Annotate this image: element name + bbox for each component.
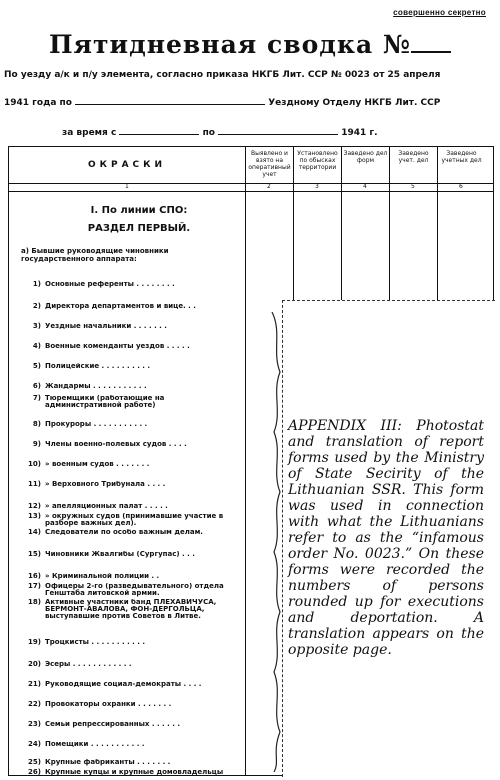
row-label: Помещики . . . . . . . . . . .: [45, 741, 145, 748]
row-label: Полицейские . . . . . . . . . .: [45, 363, 151, 370]
category-row: [19, 721, 245, 728]
row-label: Прокуроры . . . . . . . . . . .: [45, 421, 148, 428]
bracket-mark: [270, 312, 284, 772]
row-number: 10): [28, 460, 41, 468]
row-label: » апелляционных палат . . . . .: [45, 503, 168, 510]
row-number: 15): [28, 550, 41, 558]
row-label: Уездные начальники . . . . . . .: [45, 323, 167, 330]
row-label: » Криминальной полиции . .: [45, 573, 160, 580]
category-row: [19, 503, 245, 510]
row-label: Военные коменданты уездов . . . . .: [45, 343, 190, 350]
row-label: » окружных судов (принимавшие участие в разборе важных дел).: [45, 513, 224, 527]
row-number: 4): [32, 342, 41, 350]
section-part-title: РАЗДЕЛ ПЕРВЫЙ.: [87, 223, 191, 234]
row-label: » Верховного Трибунала . . . .: [45, 481, 166, 488]
form-title: [0, 30, 500, 59]
row-label: Провокаторы охранки . . . . . . .: [45, 701, 172, 708]
period-to-blank: [218, 134, 338, 135]
category-row: [19, 661, 245, 668]
column-number-5: 5: [411, 183, 415, 190]
row-number: 21): [28, 680, 41, 688]
secret-stamp: совершенно секретно: [393, 8, 486, 17]
column-number-6: 6: [459, 183, 463, 190]
row-label: Крупные фабриканты . . . . . . .: [45, 759, 171, 766]
category-row: [19, 583, 245, 597]
category-row: [19, 551, 245, 558]
row-number: 14): [28, 528, 41, 536]
column-header-5: Заведено учет. дел: [389, 147, 437, 183]
district-blank: [75, 104, 265, 105]
column-number-3: 3: [315, 183, 319, 190]
row-label: Чиновники Жвалгибы (Сургупас) . . .: [45, 551, 195, 558]
row-label: Следователи по особо важным делам.: [45, 529, 203, 536]
category-row: [19, 741, 245, 748]
row-number: 7): [32, 394, 41, 402]
column-header-4: Заведено дел форм: [341, 147, 389, 183]
row-number: 23): [28, 720, 41, 728]
row-number: 1): [32, 280, 41, 288]
period-to-label: по: [202, 128, 215, 138]
column-number-2: 2: [267, 183, 271, 190]
row-label: Семьи репрессированных . . . . . .: [45, 721, 180, 728]
header-line-2-suffix: Уездному Отделу НКГБ Лит. ССР: [268, 98, 441, 108]
category-row: [19, 701, 245, 708]
row-number: 24): [28, 740, 41, 748]
category-row: [19, 639, 245, 646]
column-header-6: Заведено учетных дел: [437, 147, 485, 183]
period-from-label: за время с: [62, 128, 117, 138]
row-number: 26): [28, 768, 41, 776]
row-number: 20): [28, 660, 41, 668]
form-title-text: Пятидневная сводка №: [48, 30, 412, 59]
category-row: [19, 281, 245, 288]
category-row: [19, 573, 245, 580]
table-header: [9, 147, 493, 184]
category-row: [19, 769, 245, 776]
row-label: Жандармы . . . . . . . . . . .: [45, 383, 147, 390]
period-year: 1941 г.: [341, 128, 378, 138]
header-line-2: [4, 98, 496, 108]
row-number: 19): [28, 638, 41, 646]
header-line-1: По уезду а/к и п/у элемента, согласно приказа НКГБ Лит. ССР № 0023 от 25 апреля: [4, 70, 441, 80]
category-row: [19, 323, 245, 330]
row-label: Активные участники банд ПЛЕХАВИЧУСА, БЕРМОНТ-АВАЛОВА, ФОН-ДЕРГОЛЬЦА, выступавшие против Советов в Литве.: [45, 599, 217, 620]
category-row: [19, 599, 245, 620]
row-label: Тюремщики (работающие на административной работе): [45, 395, 165, 409]
column-header-3: Установлено по обысках территории: [293, 147, 341, 183]
row-label: Основные референты . . . . . . . .: [45, 281, 175, 288]
row-label: » военным судов . . . . . . .: [45, 461, 150, 468]
row-number: 2): [32, 302, 41, 310]
row-number: 3): [32, 322, 41, 330]
appendix-caption: APPENDIX III: Photostat and translation of report forms used by the Ministry of State Secirity of the Lithuanian SSR. This form was used in connection with what the Lithuanians refer to as the “infamous order No. 0023.” On these forms were recorded the numbers of persons rounded up for executions and deportation. A translation appears on the opposite page.: [288, 418, 484, 658]
row-number: 22): [28, 700, 41, 708]
section-intro: а) Бывшие руководящие чиновники государственного аппарата:: [21, 247, 169, 263]
row-number: 13): [28, 512, 41, 520]
column-divider: [245, 183, 246, 775]
section-line-title: I. По линии СПО:: [90, 205, 188, 216]
row-number: 11): [28, 480, 41, 488]
category-row: [19, 759, 245, 766]
header-line-2-prefix: 1941 года по: [4, 98, 72, 108]
category-row: [19, 481, 245, 488]
category-row: [19, 461, 245, 468]
category-row: [19, 421, 245, 428]
row-label: Офицеры 2-го (разведывательного) отдела Генштаба литовской армии.: [45, 583, 224, 597]
row-number: 16): [28, 572, 41, 580]
category-row: [19, 303, 245, 310]
row-number: 25): [28, 758, 41, 766]
column-number-row: [9, 183, 493, 192]
row-number: 6): [32, 382, 41, 390]
row-label: Руководящие социал-демократы . . . .: [45, 681, 202, 688]
row-label: Крупные купцы и крупные домовладельцы: [45, 769, 224, 776]
row-number: 18): [28, 598, 41, 606]
category-row: [19, 383, 245, 390]
column-number-1: 1: [125, 183, 129, 190]
row-label: Директора департаментов и вице. . .: [45, 303, 196, 310]
period-from-blank: [119, 134, 199, 135]
category-row: [19, 395, 245, 409]
column-header-2: Выявлено и взято на оперативный учет: [245, 147, 293, 183]
category-row: [19, 681, 245, 688]
row-number: 5): [32, 362, 41, 370]
row-number: 8): [32, 420, 41, 428]
category-row: [19, 441, 245, 448]
row-number: 12): [28, 502, 41, 510]
category-row: [19, 513, 245, 527]
category-row: [19, 363, 245, 370]
row-label: Троцкисты . . . . . . . . . . .: [45, 639, 146, 646]
column-number-4: 4: [363, 183, 367, 190]
form-number-blank: [411, 51, 451, 53]
row-number: 17): [28, 582, 41, 590]
category-row: [19, 343, 245, 350]
row-label: Члены военно-полевых судов . . . .: [45, 441, 187, 448]
row-number: 9): [32, 440, 41, 448]
header-line-3: [62, 128, 496, 138]
column-header-categories: ОКРАСКИ: [87, 160, 167, 170]
category-row: [19, 529, 245, 536]
row-label: Эсеры . . . . . . . . . . . .: [45, 661, 132, 668]
